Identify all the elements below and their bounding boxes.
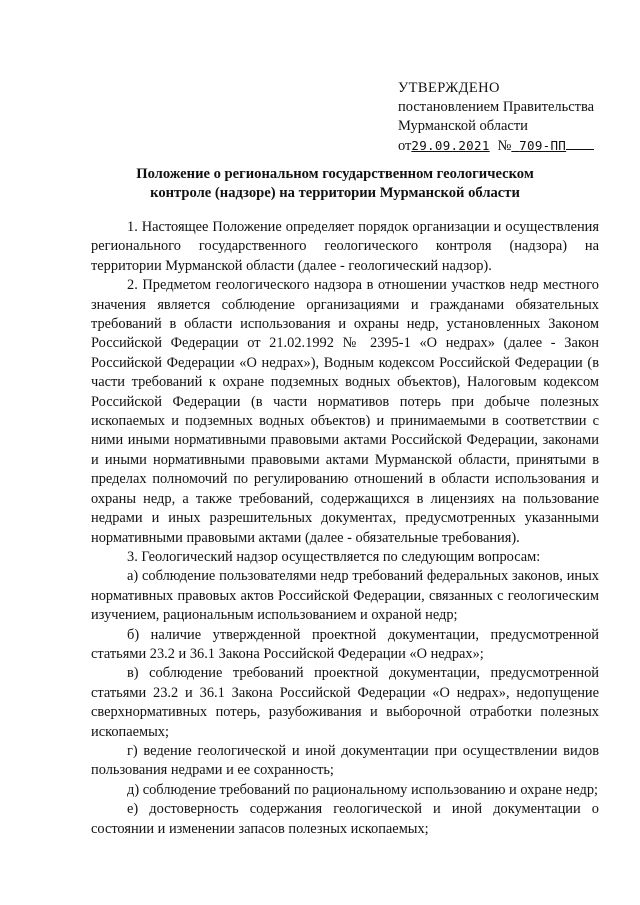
approval-region: Мурманской области: [398, 118, 528, 134]
paragraph: 1. Настоящее Положение определяет порядок организации и осуществления регионального государственного геологического контроля (надзора) на территории Мурманской области (далее - геологический надзор).: [91, 219, 599, 274]
approval-date-line: [398, 136, 594, 156]
document-body: [91, 218, 599, 839]
approval-number-symbol: №: [497, 138, 512, 154]
approval-number-sign: [490, 138, 498, 153]
approval-stamp: [398, 79, 594, 156]
title-line-1: Положение о региональном государственном геологическом: [136, 166, 534, 182]
paragraph: б) наличие утвержденной проектной документации, предусмотренной статьями 23.2 и 36.1 Закона Российской Федерации «О недрах»;: [91, 626, 599, 662]
approval-number: 709-ПП: [519, 138, 567, 153]
paragraph: в) соблюдение требований проектной документации, предусмотренной статьями 23.2 и 36.1 Закона Российской Федерации «О недрах», недопущение сверхнормативных потерь, разубоживания и выборочной отработки полезных ископаемых;: [91, 665, 599, 740]
paragraph: д) соблюдение требований по рациональному использованию и охране недр;: [127, 781, 599, 798]
approval-heading: УТВЕРЖДЕНО: [398, 80, 500, 96]
paragraph: а) соблюдение пользователями недр требований федеральных законов, иных нормативных правовых актов Российской Федерации, связанных с геологическим изучением, рациональным использованием и охраной недр;: [91, 568, 599, 624]
approval-date-prefix: от: [398, 138, 412, 154]
approval-date: 29.09.2021: [411, 138, 490, 153]
approval-underline: [566, 137, 594, 150]
paragraph: 3. Геологический надзор осуществляется по следующим вопросам:: [127, 548, 541, 565]
paragraph: 2. Предметом геологического надзора в отношении участков недр местного значения является соблюдение организациями и гражданами обязательных требований в области использования и охраны недр, установленных Законом Российской Федерации от 21.02.1992 № 2395-1 «О недрах» (далее - Закон Российской Федерации «О недрах»), Водным кодексом Российской Федерации (в части требований к охране подземных водных объектов), Налоговым кодексом Российской Федерации (в части нормативов потерь при добыче полезных ископаемых и подземных водных объектов) и принимаемыми в соответствии с ними иными нормативными правовыми актами Российской Федерации, законами и иными нормативными правовыми актами Мурманской области, принятыми в пределах полномочий по регулированию отношений в области использования и охраны недр, а также требований, содержащихся в лицензиях на пользование недрами и иных разрешительных документах, предусмотренных указанными нормативными правовыми актами (далее - обязательные требования).: [91, 277, 599, 546]
title-line-2: контроле (надзоре) на территории Мурманской области: [150, 185, 520, 201]
paragraph: г) ведение геологической и иной документации при осуществлении видов пользования недрами и ее сохранность;: [91, 742, 599, 779]
document-title: [100, 165, 570, 203]
paragraph: е) достоверность содержания геологической и иной документации о состоянии и изменении запасов полезных ископаемых;: [91, 801, 599, 837]
approval-authority: постановлением Правительства: [398, 99, 595, 115]
